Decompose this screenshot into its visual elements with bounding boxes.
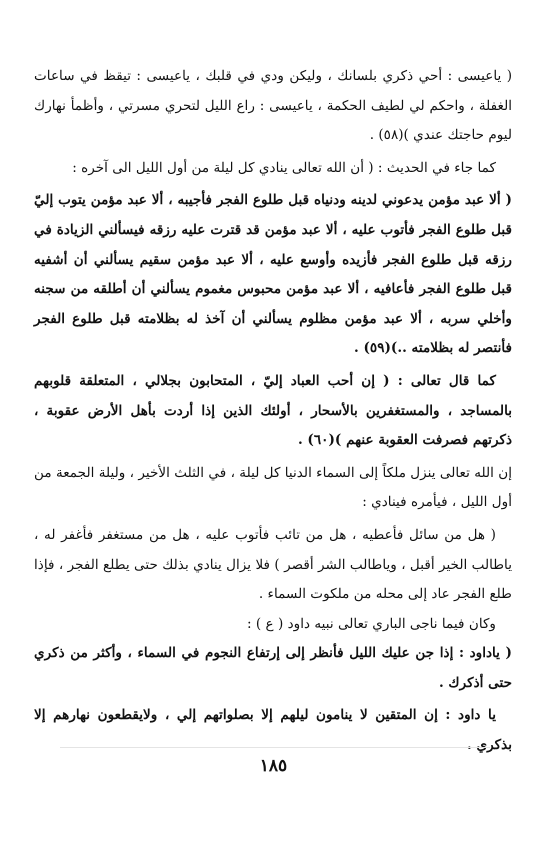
paragraph-hadith-intro: كما جاء في الحديث : ( أن الله تعالى ينادي كل ليلة من أول الليل الى آخره : [72,159,496,176]
paragraph-night-call: ( ألا عبد مؤمن يدعوني لدينه ودنياه قبل طلوع الفجر فأجيبه ، ألا عبد مؤمن يتوب إليّ قبل طلوع الفجر فأتوب عليه ، ألا عبد مؤمن قد قترت عليه رزقه فيسألني الزيادة في رزقه قبل طلوع الفجر فأزيده وأوسع عليه ، ألا عبد مؤمن سقيم يسألني أن أشفيه قبل طلوع الفجر فأعافيه ، ألا عبد مؤمن محبوس مغموم يسألني أن أطلقه من سجنه وأخلي سربه ، ألا عبد مؤمن مظلوم يسألني أن آخذ له بظلامته قبل طلوع الفجر فأنتصر له بظلامته ..)(٥٩) . [34,192,512,357]
paragraph-dawud-intro: وكان فيما ناجى الباري تعالى نبيه داود ( ع ) : [247,615,496,632]
paragraph-angel-call: ( هل من سائل فأعطيه ، هل من تائب فأتوب عليه ، هل من مستغفر فأغفر له ، ياطالب الخير أقبل ، وياطالب الشر أقصر ) فلا يزال ينادي بذلك حتى يطلع الفجر ، فإذا طلع الفجر عاد إلى محله من ملكوت السماء . [34,526,512,603]
page-body [34,62,512,761]
paragraph-dawud-stars: ( ياداود : إذا جن عليك الليل فأنظر إلى إرتفاع النجوم في السماء ، وأكثر من ذكري حتى أذكرك . [34,645,512,691]
paragraph-beloved-servants: كما قال تعالى : ( إن أحب العباد إليّ ، المتحابون بجلالي ، المتعلقة قلوبهم بالمساجد ، والمستغفرين بالأسحار ، أولئك الذين إذا أردت بأهل الأرض عقوبة ، ذكرتهم فصرفت العقوبة عنهم )(٦٠) . [34,372,512,449]
paragraph-dawud-pious: يا داود : إن المتقين لا ينامون ليلهم إلا بصلواتهم إلي ، ولايقطعون نهارهم إلا بذكري . [34,707,512,754]
paragraph-isa-address: ( ياعيسى : أحي ذكري بلسانك ، وليكن ودي في قلبك ، ياعيسى : تيقظ في ساعات الغفلة ، واحكم لي لطيف الحكمة ، ياعيسى : راع الليل لتحري مسرتي ، وأظمأ نهارك ليوم حاجتك عندي )(٥٨) . [34,68,512,144]
page-divider [60,747,490,748]
page-number: ١٨٥ [259,756,288,776]
paragraph-angel-descent: إن الله تعالى ينزل ملكاً إلى السماء الدنيا كل ليلة ، في الثلث الأخير ، وليلة الجمعة من أول الليل ، فيأمره فينادي : [34,464,512,511]
